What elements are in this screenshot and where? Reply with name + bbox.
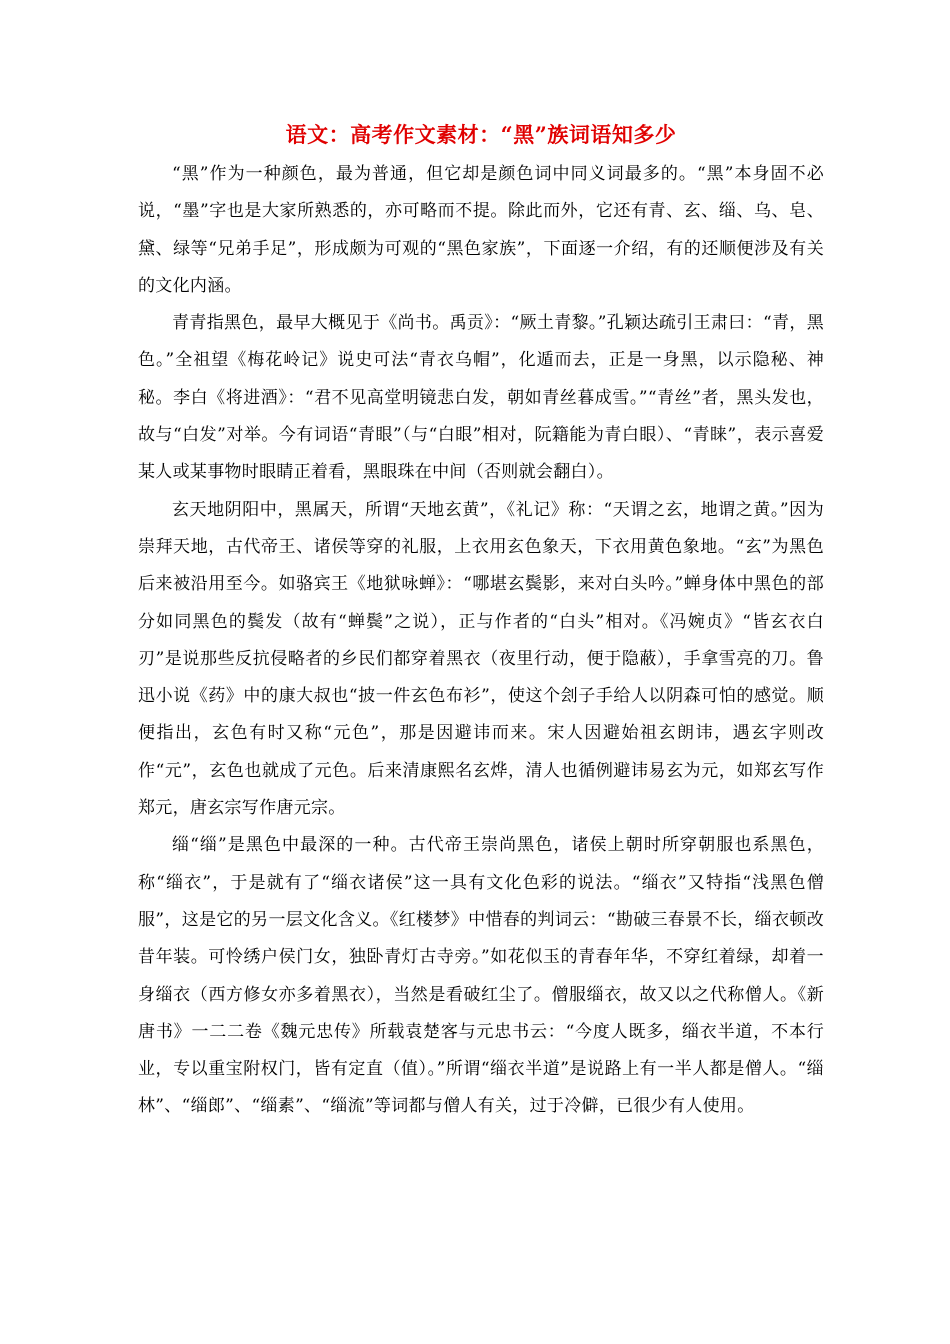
document-title: 语文：高考作文素材：“黑”族词语知多少 (285, 122, 677, 147)
paragraph-intro: “黑”作为一种颜色，最为普通，但它却是颜色词中同义词最多的。“黑”本身固不必说，“墨”字也是大家所熟悉的，亦可略而不提。除此而外，它还有青、玄、缁、乌、皂、黛、绿等“兄弟手足”，形成颇为可观的“黑色家族”，下面逐一介绍，有的还顺便涉及有关的文化内涵。 (138, 164, 824, 296)
paragraph-xuan: 玄天地阴阳中，黑属天，所谓“天地玄黄”，《礼记》称：“天谓之玄，地谓之黄。”因为崇拜天地，古代帝王、诸侯等穿的礼服，上衣用玄色象天，下衣用黄色象地。“玄”为黑色后来被沿用至今。如骆宾王《地狱咏蝉》：“哪堪玄鬓影，来对白头吟。”蝉身体中黑色的部分如同黑色的鬓发（故有“蝉鬓”之说），正与作者的“白头”相对。《冯婉贞》“皆玄衣白刃”是说那些反抗侵略者的乡民们都穿着黑衣（夜里行动，便于隐蔽），手拿雪亮的刀。鲁迅小说《药》中的康大叔也“披一件玄色布衫”，使这个刽子手给人以阴森可怕的感觉。顺便指出，玄色有时又称“元色”，那是因避讳而来。宋人因避始祖玄朗讳，遇玄字则改作“元”，玄色也就成了元色。后来清康熙名玄烨，清人也循例避讳易玄为元，如郑玄写作郑元，唐玄宗写作唐元宗。 (138, 499, 824, 819)
paragraph-zi: 缁“缁”是黑色中最深的一种。古代帝王崇尚黑色，诸侯上朝时所穿朝服也系黑色，称“缁衣”，于是就有了“缁衣诸侯”这一具有文化色彩的说法。“缁衣”又特指“浅黑色僧服”，这是它的另一层文化含义。《红楼梦》中惜春的判词云：“勘破三春景不长，缁衣顿改昔年装。可怜绣户侯门女，独卧青灯古寺旁。”如花似玉的青春年华，不穿红着绿，却着一身缁衣（西方修女亦多着黑衣），当然是看破红尘了。僧服缁衣，故又以之代称僧人。《新唐书》一二二卷《魏元忠传》所载袁楚客与元忠书云：“今度人既多，缁衣半道，不本行业，专以重宝附权门，皆有定直（值）。”所谓“缁衣半道”是说路上有一半人都是僧人。“缁林”、“缁郎”、“缁素”、“缁流”等词都与僧人有关，过于冷僻，已很少有人使用。 (138, 835, 824, 1117)
paragraph-qing: 青青指黑色，最早大概见于《尚书。禹贡》：“厥土青黎。”孔颖达疏引王肃曰：“青，黑色。”全祖望《梅花岭记》说史可法“青衣乌帽”，化遁而去，正是一身黑，以示隐秘、神秘。李白《将进酒》：“君不见高堂明镜悲白发，朝如青丝暮成雪。”“青丝”者，黑头发也，故与“白发”对举。今有词语“青眼”（与“白眼”相对，阮籍能为青白眼）、“青睐”，表示喜爱某人或某事物时眼睛正着看，黑眼珠在中间（否则就会翻白）。 (138, 313, 824, 483)
